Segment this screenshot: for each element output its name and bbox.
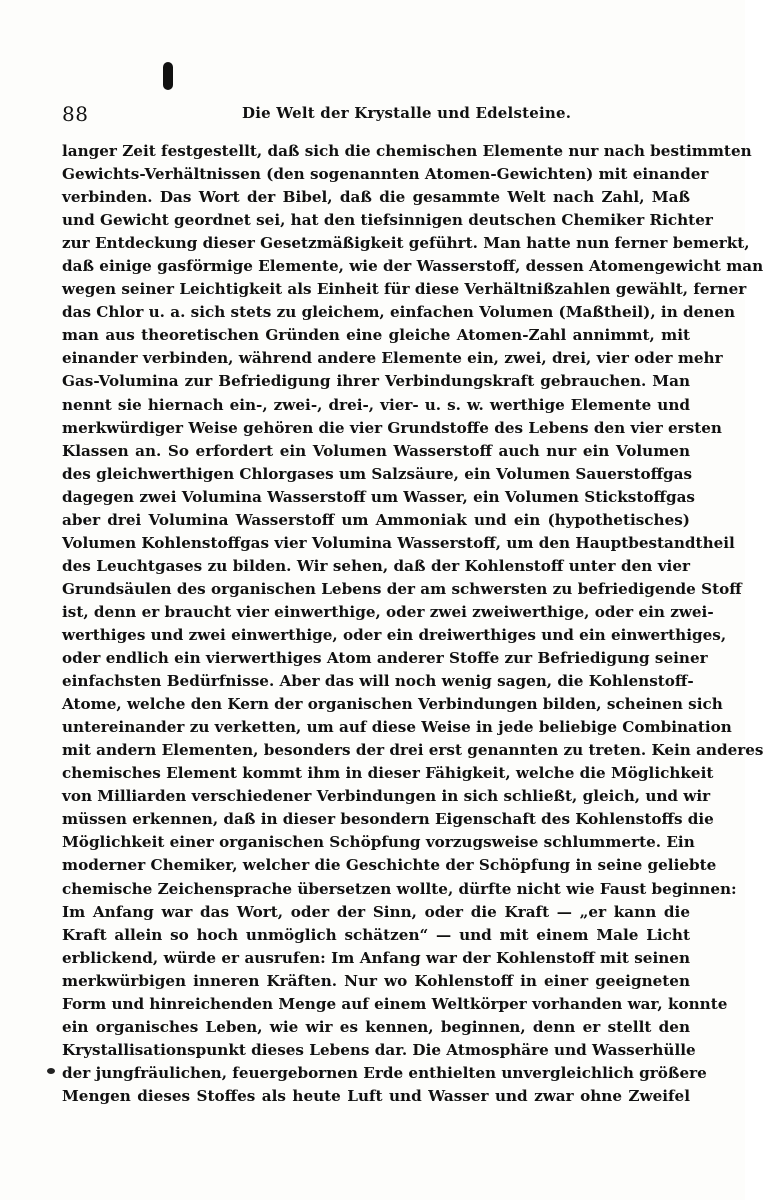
text-line: oder endlich ein vierwerthiges Atom anderer Stoffe zur Befriedigung seiner: [62, 649, 708, 668]
text-line: Grundsäulen des organischen Lebens der am schwersten zu befriedigende Stoff: [62, 579, 742, 598]
text-line: der jungfräulichen, feuergebornen Erde enthielten unvergleichlich größere: [62, 1063, 707, 1082]
text-line: einfachsten Bedürfnisse. Aber das will noch wenig sagen, die Kohlenstoff-: [62, 672, 694, 691]
text-line: moderner Chemiker, welcher die Geschichte der Schöpfung in seine geliebte: [62, 856, 717, 875]
running-title: Die Welt der Krystalle und Edelsteine.: [242, 104, 572, 122]
text-line: Gas-Volumina zur Befriedigung ihrer Verbindungskraft gebrauchen. Man: [62, 372, 690, 391]
body-text: [62, 140, 763, 1131]
text-line: daß einige gasförmige Elemente, wie der Wasserstoff, dessen Atomengewicht man: [62, 257, 763, 276]
text-line: [62, 1108, 690, 1131]
page-number: 88: [62, 102, 89, 126]
text-line: Mengen dieses Stoffes als heute Luft und Wasser und zwar ohne Zweifel: [62, 1086, 690, 1105]
text-line: Krystallisationspunkt dieses Lebens dar. Die Atmosphäre und Wasserhülle: [62, 1040, 696, 1059]
text-line: langer Zeit festgestellt, daß sich die chemischen Elemente nur nach bestimmten: [62, 142, 752, 160]
page-header: [62, 100, 694, 126]
text-line: Atome, welche den Kern der organischen Verbindungen bilden, scheinen sich: [62, 695, 723, 714]
text-line: ist, denn er braucht vier einwerthige, oder zwei zweiwerthige, oder ein zwei-: [62, 602, 714, 621]
ink-blot: [163, 62, 173, 90]
text-line: des Leuchtgases zu bilden. Wir sehen, daß der Kohlenstoff unter den vier: [62, 556, 690, 575]
text-line: merkwürbigen inneren Kräften. Nur wo Kohlenstoff in einer geeigneten: [62, 971, 690, 990]
text-line: von Milliarden verschiedener Verbindungen in sich schließt, gleich, und wir: [62, 787, 711, 806]
text-line: müssen erkennen, daß in dieser besondern Eigenschaft des Kohlenstoffs die: [62, 810, 714, 829]
text-line: chemisches Element kommt ihm in dieser Fähigkeit, welche die Möglichkeit: [62, 764, 714, 783]
text-line: Im Anfang war das Wort, oder der Sinn, oder die Kraft — „er kann die: [62, 902, 690, 921]
text-line: chemische Zeichensprache übersetzen wollte, dürfte nicht wie Faust beginnen:: [62, 879, 737, 898]
text-line: Klassen an. So erfordert ein Volumen Wasserstoff auch nur ein Volumen: [62, 441, 690, 460]
text-line: untereinander zu verketten, um auf diese Weise in jede beliebige Combination: [62, 718, 732, 737]
text-line: man aus theoretischen Gründen eine gleiche Atomen-Zahl annimmt, mit: [62, 326, 690, 345]
text-line: werthiges und zwei einwerthige, oder ein dreiwerthiges und ein einwerthiges,: [62, 625, 727, 644]
text-line: Möglichkeit einer organischen Schöpfung vorzugsweise schlummerte. Ein: [62, 833, 695, 852]
text-line: merkwürdiger Weise gehören die vier Grundstoffe des Lebens den vier ersten: [62, 418, 722, 437]
text-line: verbinden. Das Wort der Bibel, daß die gesammte Welt nach Zahl, Maß: [62, 188, 690, 207]
text-line: zur Entdeckung dieser Gesetzmäßigkeit geführt. Man hatte nun ferner bemerkt,: [62, 234, 750, 253]
text-line: aber drei Volumina Wasserstoff um Ammoniak und ein (hypothetisches): [62, 510, 690, 529]
text-line: Form und hinreichenden Menge auf einem Weltkörper vorhanden war, konnte: [62, 994, 728, 1013]
text-line: wegen seiner Leichtigkeit als Einheit für diese Verhältnißzahlen gewählt, ferner: [62, 280, 747, 299]
text-line: und Gewicht geordnet sei, hat den tiefsinnigen deutschen Chemiker Richter: [62, 211, 713, 230]
text-line: nennt sie hiernach ein-, zwei-, drei-, vier- u. s. w. werthige Elemente und: [62, 395, 690, 414]
text-line: dagegen zwei Volumina Wasserstoff um Wasser, ein Volumen Stickstoffgas: [62, 487, 695, 506]
text-line: erblickend, würde er ausrufen: Im Anfang war der Kohlenstoff mit seinen: [62, 948, 690, 967]
ink-spot: [47, 1068, 55, 1074]
text-line: das Chlor u. a. sich stets zu gleichem, einfachen Volumen (Maßtheil), in denen: [62, 303, 736, 322]
text-line: mit andern Elementen, besonders der drei erst genannten zu treten. Kein anderes: [62, 741, 763, 760]
text-line: Volumen Kohlenstoffgas vier Volumina Wasserstoff, um den Hauptbestandtheil: [62, 533, 735, 552]
text-line: Kraft allein so hoch unmöglich schätzen“ — und mit einem Male Licht: [62, 925, 690, 944]
text-line: einander verbinden, während andere Elemente ein, zwei, drei, vier oder mehr: [62, 349, 723, 368]
text-line: Gewichts-Verhältnissen (den sogenannten Atomen-Gewichten) mit einander: [62, 165, 709, 184]
text-line: ein organisches Leben, wie wir es kennen, beginnen, denn er stellt den: [62, 1017, 690, 1036]
text-line: des gleichwerthigen Chlorgases um Salzsäure, ein Volumen Sauerstoffgas: [62, 464, 693, 483]
